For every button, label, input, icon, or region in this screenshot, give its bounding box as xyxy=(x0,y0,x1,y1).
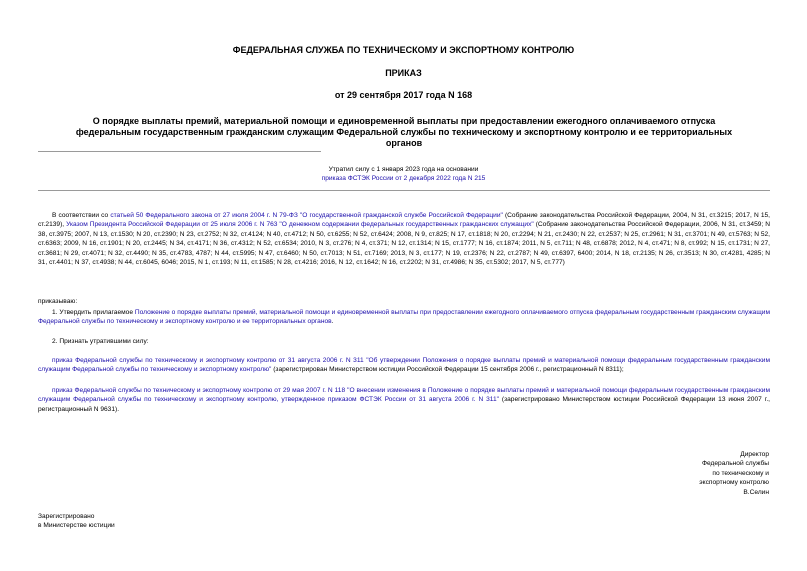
divider-top xyxy=(38,151,321,152)
order-word: приказываю: xyxy=(38,298,78,305)
preamble-text-2: (Собрание законодательства Российской Федерации, 2004, N 31, ст.3215; 2017, N 15, ст.2139), xyxy=(38,212,770,229)
repealed-order-2-text: (зарегистрировано Министерством юстиции Российской Федерации 13 июня 2007 г., регистрационный N 9631). xyxy=(38,396,770,413)
preamble-text-3: (Собрание законодательства Российской Федерации, 2006, N 31, ст.3459; N 38, ст.3975; 2007, N 13, ст.1530; N 20, ст.2390; N 23, ст.2752; N 32, ст.4124; N 40, ст.4712; N 50, ст.6255; N 52, ст.6424; 2008, N 9, ст.825; N 17, ст.1818; N 20, ст.2294; N 21, ст.2430; N 22, ст.2537; N 25, ст.2961; N 31, ст.3701; N 49, ст.5763; N 52, ст.6363; 2009, N 16, ст.1901; N 20, ст.2445; N 34, ст.4171; N 36, ст.4312; N 52, ст.6534; 2010, N 3, ст.276; N 4, ст.371; N 12, ст.1314; N 15, ст.1777; N 16, ст.1874; 2011, N 5, ст.711; N 48, ст.6878; 2012, N 4, ст.471; N 8, ст.992; N 15, ст.1731; N 27, ст.3681; N 29, ст.4071; N 32, ст.4490; N 35, ст.4783, 4787; N 44, ст.5995; N 47, ст.6460; N 50, ст.7013; N 51, ст.7169; 2013, N 3, ст.177; N 19, ст.2376; N 22, ст.2787; N 49, ст.6397, 6400; 2014, N 18, ст.2135; N 26, ст.3513; N 30, ст.4281, 4285; N 31, ст.4401; N 37, ст.4938; N 44, ст.6045, 6046; 2015, N 1, ст.193; N 11, ст.1585; N 28, ст.4216; 2016, N 12, ст.1642; N 16, ст.2202; N 31, ст.4986; N 35, ст.5302; 2017, N 5, ст.777) xyxy=(38,221,770,267)
document-date-number: от 29 сентября 2017 года N 168 xyxy=(334,90,473,100)
presidential-decree-link[interactable]: Указом Президента Российской Федерации от 25 июля 2006 г. N 763 "О денежном содержании федеральных государственных гражданских служащих" xyxy=(66,221,534,229)
status-note-link[interactable]: приказа ФСТЭК России от 2 декабря 2022 года N 215 xyxy=(321,175,486,183)
preamble xyxy=(38,211,770,267)
signature-position: Директор xyxy=(740,451,769,458)
item-1-text: 1. Утвердить прилагаемое xyxy=(52,309,135,316)
signature-block xyxy=(699,450,769,497)
divider-bottom xyxy=(38,190,770,191)
registration-line-1: Зарегистрировано xyxy=(38,513,95,520)
repealed-order-1-link[interactable]: приказ Федеральной службы по техническому и экспортному контролю от 31 августа 2006 г. N 311 "Об утверждении Положения о порядке выплаты премий и материальной помощи федеральным государственным гражданским служащим Федеральной службы по техническому и экспортному контролю" xyxy=(38,357,770,374)
signature-name: В.Селин xyxy=(743,488,769,496)
signature-agency-1: Федеральной службы xyxy=(701,460,769,468)
agency-name: ФЕДЕРАЛЬНАЯ СЛУЖБА ПО ТЕХНИЧЕСКОМУ И ЭКСПОРТНОМУ КОНТРОЛЮ xyxy=(232,45,575,55)
preamble-text-1: В соответствии со xyxy=(52,212,111,219)
registration-block xyxy=(38,512,115,531)
item-1 xyxy=(38,308,770,327)
regulation-link[interactable]: Положение о порядке выплаты премий, материальной помощи и единовременной выплаты при предоставлении ежегодного оплачиваемого отпуска федеральным государственным гражданским служащим Федеральной службы по техническому и экспортному контролю и ее территориальных органов xyxy=(38,309,770,326)
repealed-order-2 xyxy=(38,386,770,414)
repealed-order-1 xyxy=(38,356,770,375)
registration-line-2: в Министерстве юстиции xyxy=(38,522,115,530)
repealed-order-1-text: (зарегистрирован Министерством юстиции Российской Федерации 15 сентября 2006 г., регистрационный N 8311); xyxy=(271,366,624,374)
document-title: О порядке выплаты премий, материальной помощи и единовременной выплаты при предоставлении ежегодного оплачиваемого отпуска федеральным государственным гражданским служащим Федеральной службы по техническому и экспортному контролю и ее территориальных органов xyxy=(75,116,733,148)
document-type: ПРИКАЗ xyxy=(385,68,422,78)
item-2: 2. Признать утратившими силу: xyxy=(52,338,149,345)
item-1-end: . xyxy=(331,318,334,326)
signature-agency-3: экспортному контролю xyxy=(699,479,769,487)
status-note xyxy=(250,165,557,184)
signature-agency-2: по техническому и xyxy=(712,469,769,477)
status-note-text: Утратил силу с 1 января 2023 года на основании xyxy=(328,166,479,173)
federal-law-link[interactable]: статьей 50 Федерального закона от 27 июля 2004 г. N 79-ФЗ "О государственной гражданской службе Российской Федерации" xyxy=(110,212,503,219)
repealed-order-2-link[interactable]: приказ Федеральной службы по техническому и экспортному контролю от 29 мая 2007 г. N 118 "О внесении изменения в Положение о порядке выплаты премий и материальной помощи федеральным государственным гражданским служащим Федеральной службы по техническому и экспортному контролю, утвержденное приказом ФСТЭК России от 31 августа 2006 г. N 311" xyxy=(38,387,770,404)
